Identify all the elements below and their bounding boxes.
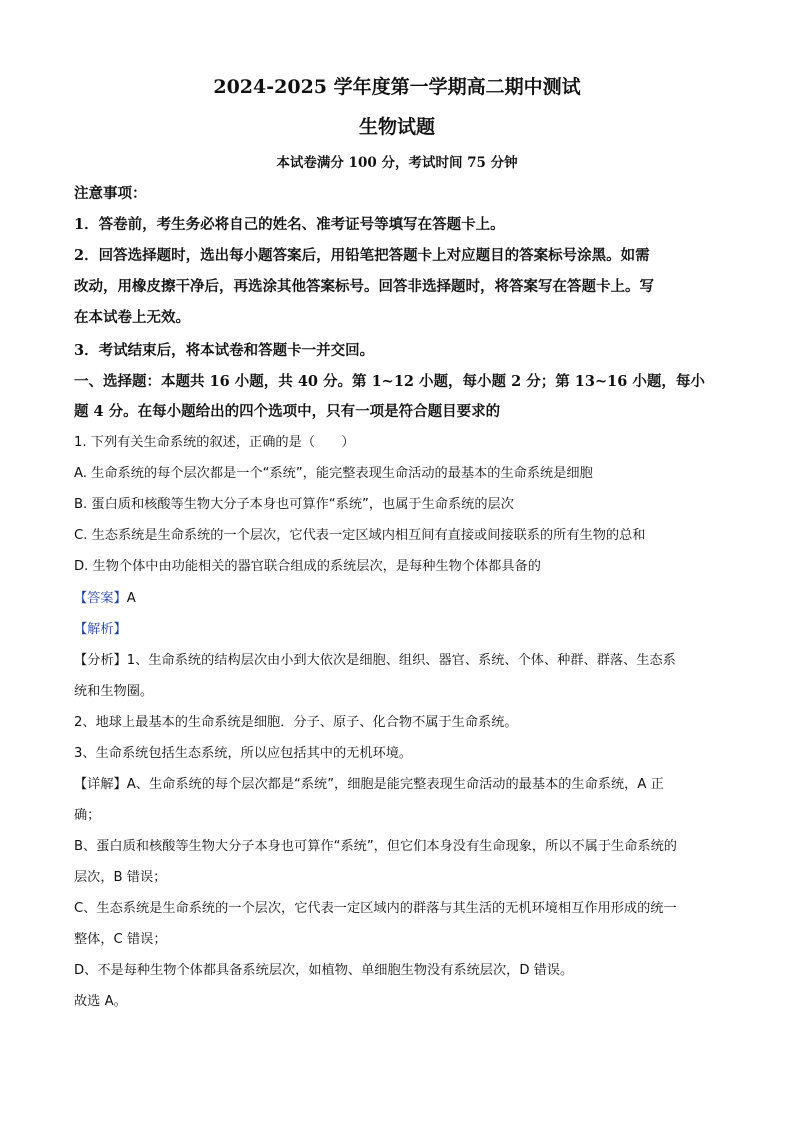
- detail-line-c1: C、生态系统是生命系统的一个层次，它代表一定区域内的群落与其生活的无机环境相互作用形成的统一: [74, 901, 677, 916]
- fenxi-line-1: [74, 649, 724, 668]
- analysis-tag: 【解析】: [74, 622, 127, 637]
- exam-info: 本试卷满分 100 分，考试时间 75 分钟: [276, 155, 518, 171]
- conclusion: 故选 A。: [74, 994, 127, 1009]
- fenxi-line-4: 3、生命系统包括生态系统，所以应包括其中的无机环境。: [74, 746, 413, 761]
- section-heading-line-1: 一、选择题：本题共 16 小题，共 40 分。第 1~12 小题，每小题 2 分；第 13~16 小题，每小: [74, 373, 705, 390]
- note-2-line-3: 在本试卷上无效。: [74, 309, 190, 326]
- subject-title: 生物试题: [358, 116, 435, 138]
- detail-line-a1: [74, 773, 724, 792]
- option-c: C. 生态系统是生命系统的一个层次，它代表一定区域内相互间有直接或间接联系的所有生物的总和: [74, 528, 646, 543]
- answer-line: [74, 587, 724, 606]
- answer-tag: 【答案】: [74, 591, 127, 606]
- detail-text-a1: A、生命系统的每个层次都是“系统”，细胞是能完整表现生命活动的最基本的生命系统，A 正: [126, 777, 664, 792]
- detail-line-b1: B、蛋白质和核酸等生物大分子本身也可算作“系统”，但它们本身没有生命现象，所以不属于生命系统的: [74, 839, 677, 854]
- question-stem: 1. 下列有关生命系统的叙述，正确的是（ ）: [74, 435, 355, 450]
- option-a: A. 生命系统的每个层次都是一个“系统”，能完整表现生命活动的最基本的生命系统是细胞: [74, 466, 593, 481]
- note-1: 1．答卷前，考生务必将自己的姓名、准考证号等填写在答题卡上。: [74, 216, 505, 233]
- detail-line-a2: 确；: [74, 808, 101, 823]
- note-2-line-1: 2．回答选择题时，选出每小题答案后，用铅笔把答题卡上对应题目的答案标号涂黑。如需: [74, 247, 650, 264]
- fenxi-tag: 【分析】: [74, 653, 127, 668]
- answer-value: A: [126, 591, 136, 606]
- note-3: 3．考试结束后，将本试卷和答题卡一并交回。: [74, 342, 375, 359]
- exam-title: 2024-2025 学年度第一学期高二期中测试: [213, 76, 581, 98]
- option-d: D. 生物个体中由功能相关的器官联合组成的系统层次，是每种生物个体都具备的: [74, 559, 541, 574]
- detail-line-c2: 整体，C 错误；: [74, 932, 167, 947]
- notes-heading: 注意事项：: [74, 185, 147, 202]
- section-heading-line-2: 题 4 分。在每小题给出的四个选项中，只有一项是符合题目要求的: [74, 403, 501, 420]
- fenxi-line-3: 2、地球上最基本的生命系统是细胞．分子、原子、化合物不属于生命系统。: [74, 715, 518, 730]
- option-b: B. 蛋白质和核酸等生物大分子本身也可算作“系统”，也属于生命系统的层次: [74, 497, 514, 512]
- fenxi-text-1: 1、生命系统的结构层次由小到大依次是细胞、组织、器官、系统、个体、种群、群落、生态系: [126, 653, 676, 668]
- detail-line-b2: 层次，B 错误；: [74, 870, 167, 885]
- note-2-line-2: 改动，用橡皮擦干净后，再选涂其他答案标号。回答非选择题时，将答案写在答题卡上。写: [74, 278, 654, 295]
- detail-line-d: D、不是每种生物个体都具备系统层次，如植物、单细胞生物没有系统层次，D 错误。: [74, 963, 574, 978]
- detail-tag: 【详解】: [74, 777, 127, 792]
- fenxi-line-2: 统和生物圈。: [74, 684, 154, 699]
